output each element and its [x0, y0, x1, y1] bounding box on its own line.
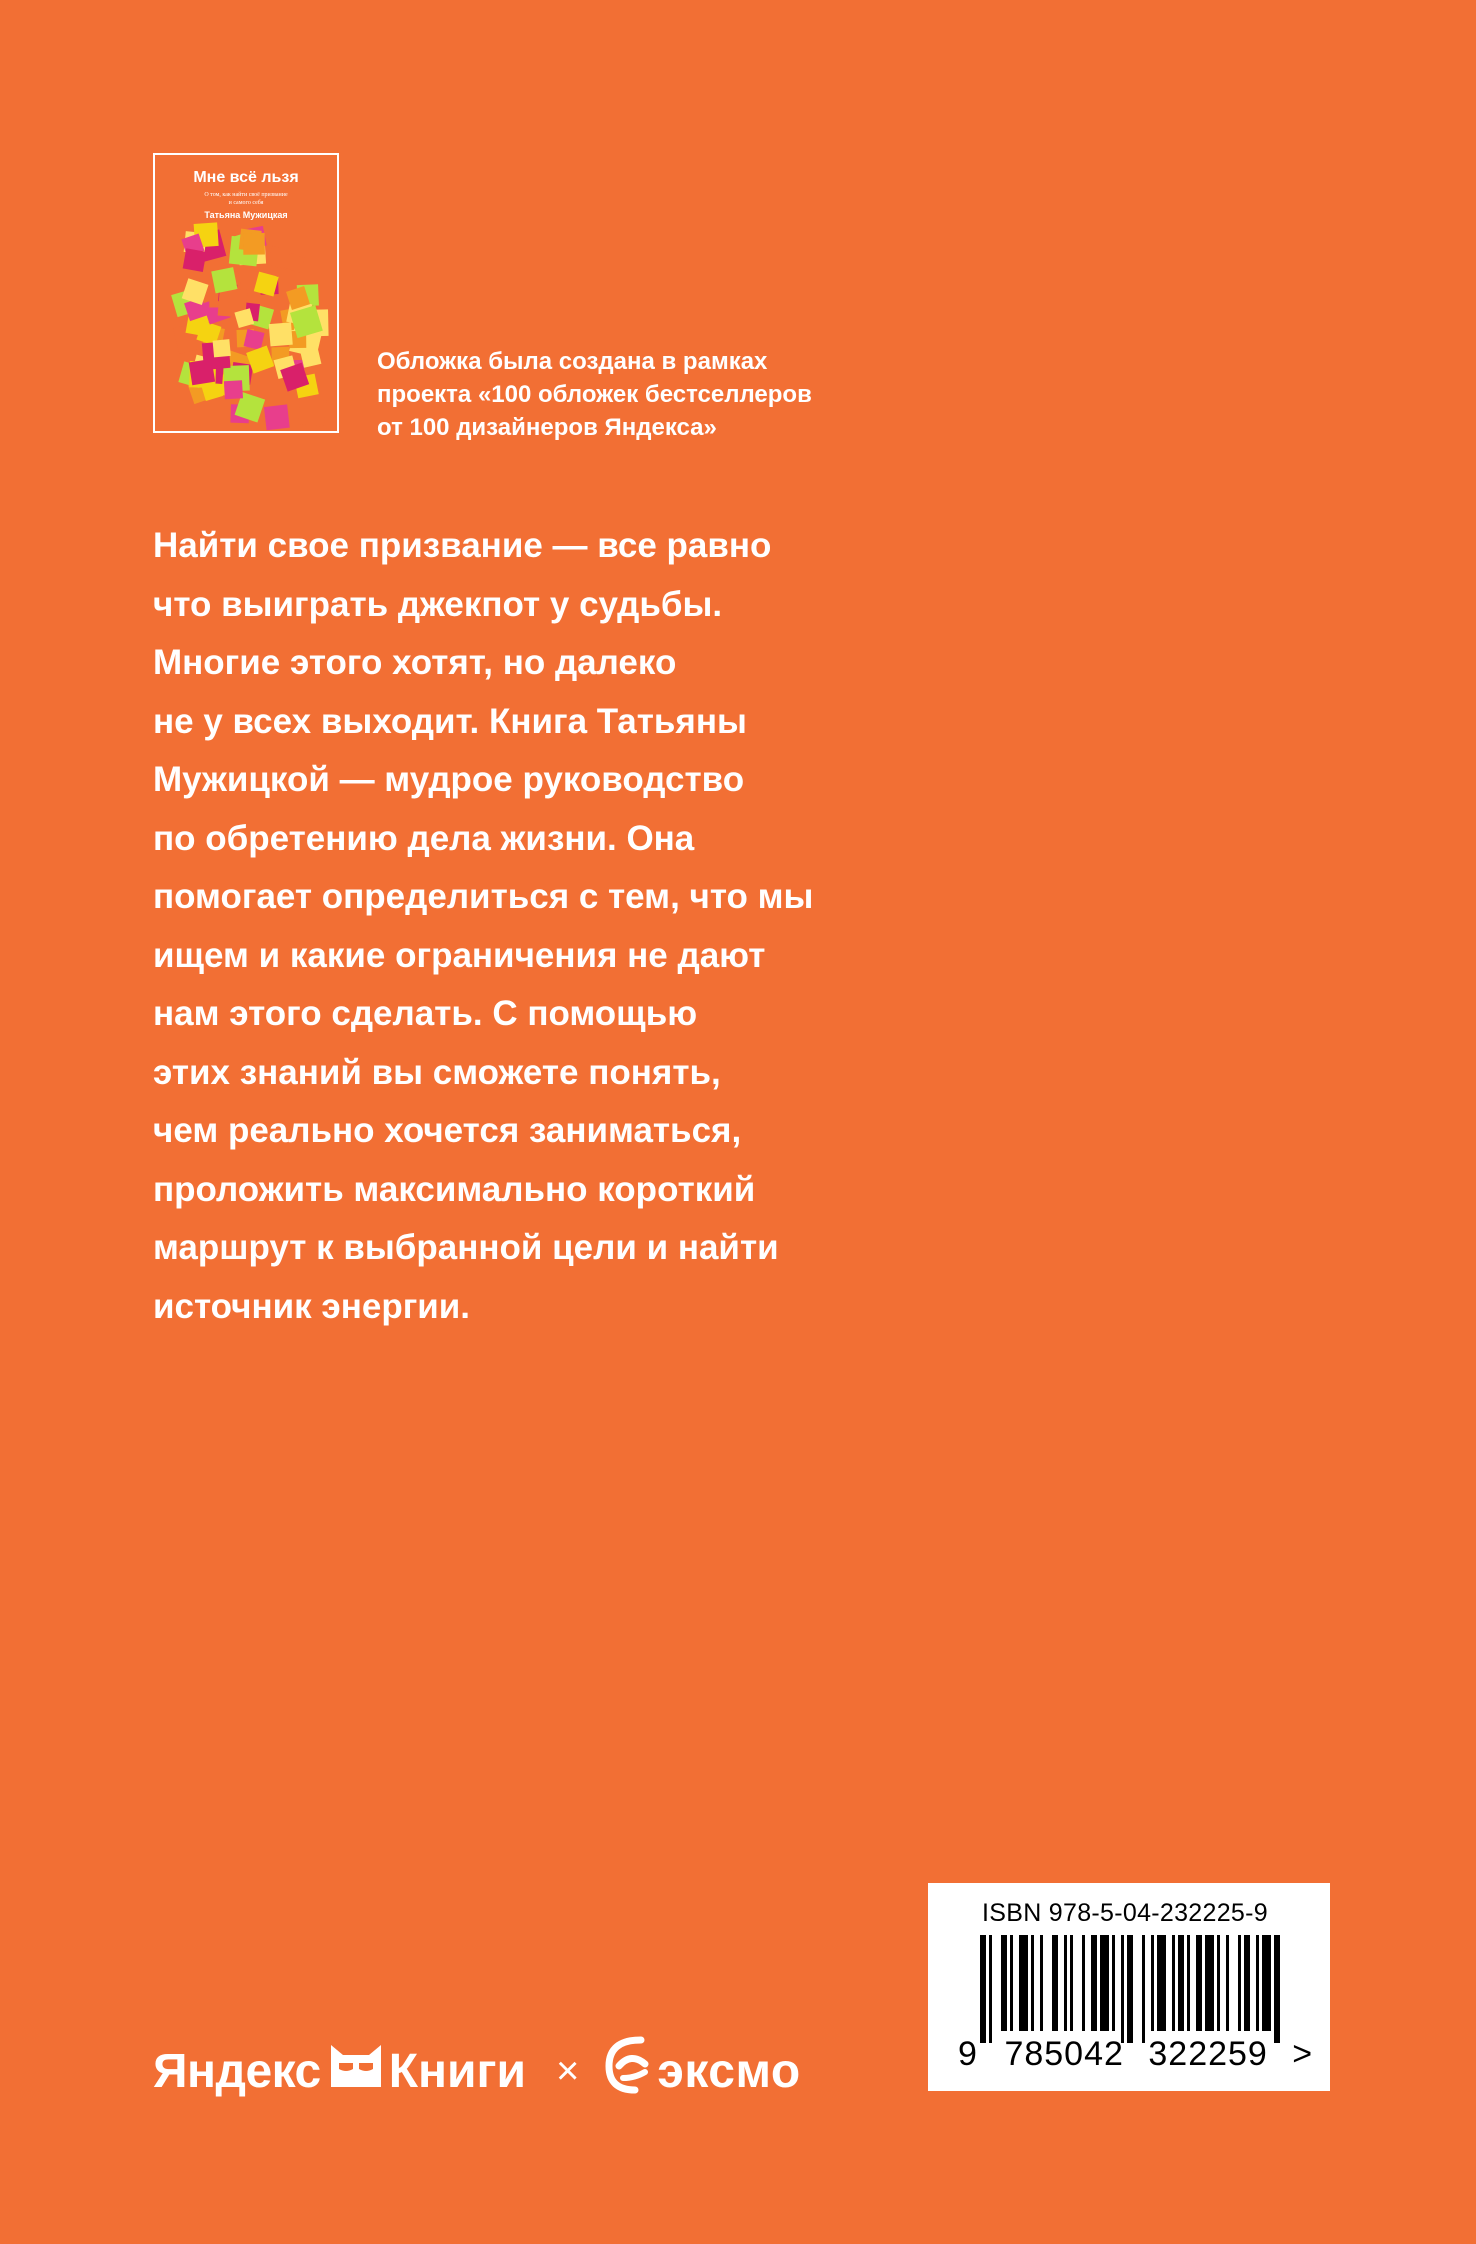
annotation-line: проложить максимально короткий — [153, 1169, 756, 1209]
barcode-bar — [989, 1935, 992, 2043]
barcode-bar — [1262, 1935, 1271, 2031]
isbn-number: ISBN 978-5-04-232225-9 — [982, 1899, 1268, 1927]
annotation-line: по обретению дела жизни. Она — [153, 818, 695, 858]
annotation-line: маршрут к выбранной цели и найти — [153, 1228, 779, 1267]
thumbnail-subtitle — [175, 191, 317, 207]
barcode-bar — [1070, 1935, 1073, 2031]
annotation-line: ищем и какие ограничения не дают — [153, 935, 766, 975]
sticky-note — [224, 380, 243, 399]
barcode-bar — [1112, 1935, 1115, 2031]
barcode-bar — [1010, 1935, 1013, 2031]
cover-thumbnail — [153, 153, 339, 433]
knigi-wordmark: Книги — [388, 2044, 527, 2098]
cover-note-line: от 100 дизайнеров Яндекса» — [377, 414, 717, 441]
barcode-bar — [1244, 1935, 1250, 2031]
cover-note — [377, 345, 877, 444]
barcode-bar — [1226, 1935, 1229, 2031]
barcode-bar — [1019, 1935, 1028, 2031]
barcode-digit-tail: > — [1292, 2035, 1314, 2073]
thumbnail-author: Татьяна Мужицкая — [204, 210, 288, 220]
annotation-line: нам этого сделать. С помощью — [153, 994, 698, 1033]
barcode-bar — [1238, 1935, 1241, 2031]
annotation-line: этих знаний вы сможете понять, — [153, 1052, 721, 1092]
sticky-note — [243, 233, 265, 255]
barcode-bar — [1178, 1935, 1184, 2031]
barcode-bar — [1151, 1935, 1154, 2031]
annotation-line: Мужицкой — мудрое руководство — [153, 760, 745, 799]
book-annotation — [153, 517, 913, 1336]
cat-mask-icon — [329, 2041, 383, 2101]
barcode-digit-group: 322259 — [1148, 2035, 1268, 2073]
isbn-barcode — [928, 1883, 1330, 2091]
barcode-bar — [1100, 1935, 1109, 2031]
cover-note-line: проекта «100 обложек бестселлеров — [377, 381, 812, 408]
publisher-logos — [153, 2040, 801, 2102]
barcode-digits — [958, 2035, 1313, 2074]
barcode-bar — [1187, 1935, 1190, 2031]
sticky-note — [213, 339, 231, 357]
annotation-line: что выиграть джекпот у судьбы. — [153, 584, 723, 624]
annotation-line: помогает определиться с тем, что мы — [153, 877, 814, 916]
barcode-digit-group: 785042 — [1004, 2035, 1124, 2073]
barcode-bar — [1157, 1935, 1166, 2031]
sticky-note — [298, 398, 327, 427]
barcode-bar — [1064, 1935, 1067, 2031]
eksmo-swirl-icon — [601, 2034, 653, 2108]
eksmo-wordmark: эксмо — [657, 2044, 801, 2098]
barcode-bar — [1082, 1935, 1085, 2031]
yandex-wordmark: Яндекс — [153, 2044, 321, 2098]
barcode-bar — [1274, 1935, 1280, 2043]
barcode-bar — [1127, 1935, 1133, 2043]
barcode-bar — [1142, 1935, 1145, 2043]
sticky-note — [269, 322, 293, 346]
thumbnail-subtitle-line: и самого себя — [228, 200, 264, 206]
barcode-bar — [1196, 1935, 1202, 2031]
sticky-note — [183, 248, 207, 272]
sticky-note — [211, 267, 237, 293]
annotation-line: не у всех выходит. Книга Татьяны — [153, 701, 747, 741]
times-symbol: × — [556, 2048, 580, 2093]
barcode-digit-lead: 9 — [958, 2035, 978, 2073]
barcode-bar — [1091, 1935, 1097, 2031]
barcode-bar — [1052, 1935, 1058, 2031]
barcode-bar — [1001, 1935, 1007, 2031]
annotation-line: источник энергии. — [153, 1286, 471, 1326]
cover-note-line: Обложка была создана в рамках — [377, 348, 768, 375]
barcode-bar — [980, 1935, 986, 2043]
barcode-bar — [1217, 1935, 1220, 2031]
barcode-bar — [1031, 1935, 1034, 2031]
sticky-note — [189, 359, 215, 385]
sticky-note — [264, 404, 290, 430]
barcode-bar — [1205, 1935, 1214, 2031]
thumbnail-title: Мне всё льзя — [193, 169, 299, 186]
barcode-bar — [1121, 1935, 1124, 2043]
barcode-bar — [1256, 1935, 1259, 2031]
annotation-line: чем реально хочется заниматься, — [153, 1111, 742, 1150]
barcode-bar — [1040, 1935, 1043, 2031]
annotation-line: Многие этого хотят, но далеко — [153, 643, 677, 682]
thumbnail-subtitle-line: О том, как найти своё призвание — [204, 192, 288, 198]
barcode-bar — [1172, 1935, 1175, 2031]
annotation-line: Найти свое призвание — все равно — [153, 526, 772, 565]
